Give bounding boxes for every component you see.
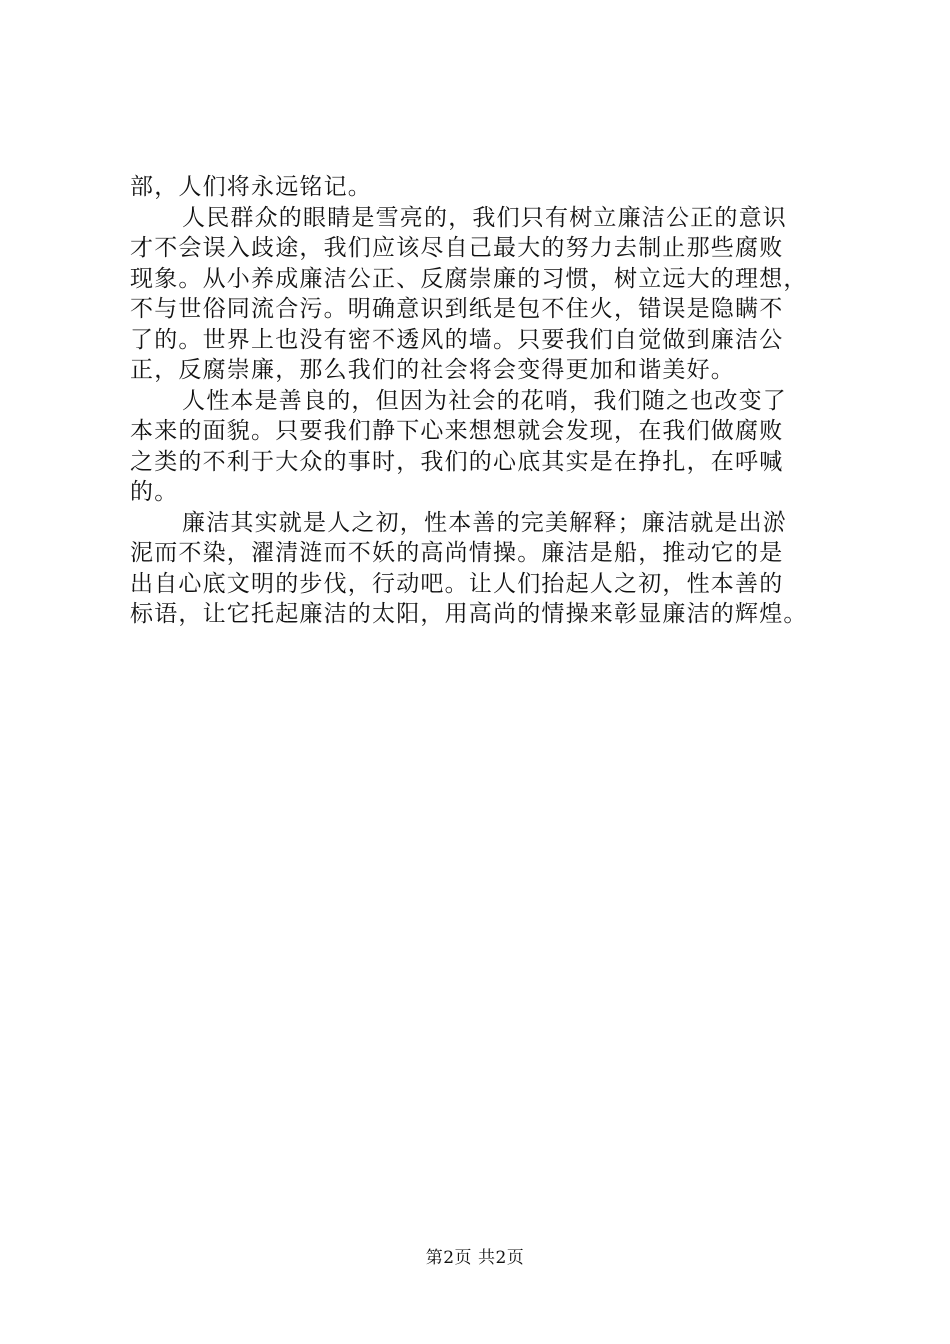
text-line: 之类的不利于大众的事时，我们的心底其实是在挣扎，在呼喊 — [130, 448, 784, 475]
text-line: 正，反腐崇廉，那么我们的社会将会变得更加和谐美好。 — [130, 357, 735, 383]
text-line: 现象。从小养成廉洁公正、反腐崇廉的习惯，树立远大的理想， — [130, 265, 808, 292]
text-line: 不与世俗同流合污。明确意识到纸是包不住火，错误是隐瞒不 — [130, 296, 784, 322]
text-line: 本来的面貌。只要我们静下心来想想就会发现，在我们做腐败 — [130, 418, 784, 444]
paragraph-first-line: 人民群众的眼睛是雪亮的，我们只有树立廉洁公正的意识 — [182, 204, 787, 231]
text-line: 的。 — [130, 479, 179, 505]
paragraph-first-line: 人性本是善良的，但因为社会的花哨，我们随之也改变了 — [182, 387, 787, 414]
text-line: 标语，让它托起廉洁的太阳，用高尚的情操来彰显廉洁的辉煌。 — [130, 601, 808, 627]
text-line: 了的。世界上也没有密不透风的墙。只要我们自觉做到廉洁公 — [130, 326, 784, 353]
text-line: 出自心底文明的步伐，行动吧。让人们抬起人之初，性本善的 — [130, 570, 784, 597]
text-line: 部，人们将永远铭记。 — [130, 174, 372, 200]
text-line: 才不会误入歧途，我们应该尽自己最大的努力去制止那些腐败 — [130, 235, 784, 261]
text-line: 泥而不染，濯清涟而不妖的高尚情操。廉洁是船，推动它的是 — [130, 540, 784, 566]
page-footer: 第2页 共2页 — [425, 1248, 525, 1268]
paragraph-first-line: 廉洁其实就是人之初，性本善的完美解释；廉洁就是出淤 — [182, 509, 787, 536]
body-text — [130, 172, 850, 630]
